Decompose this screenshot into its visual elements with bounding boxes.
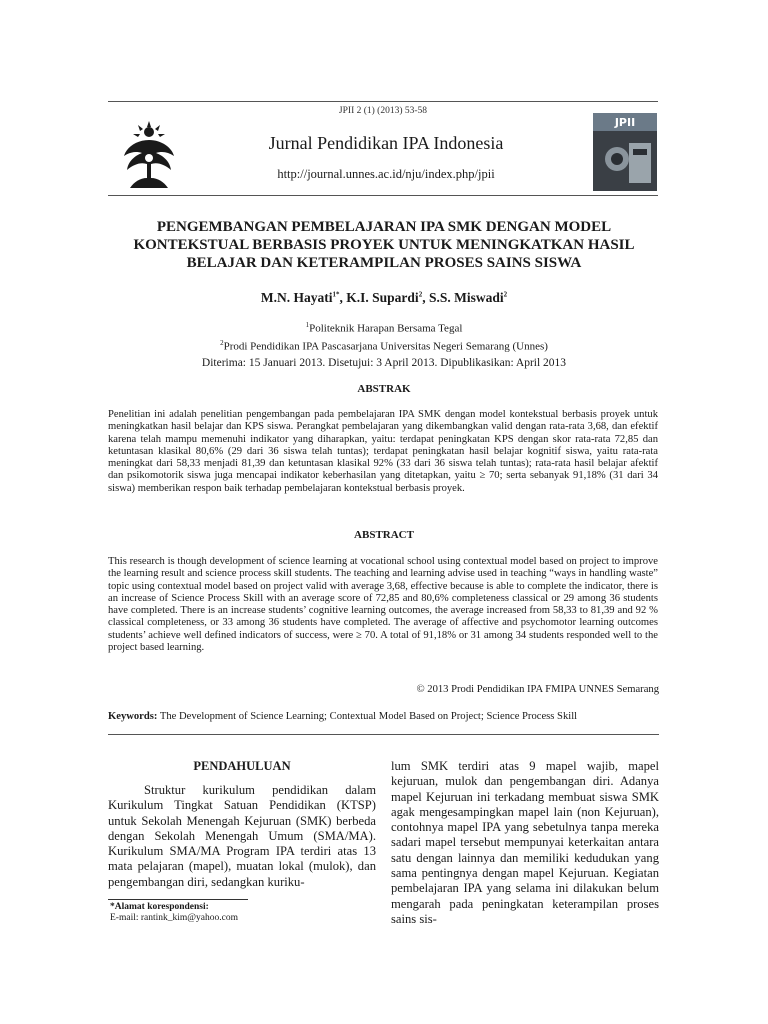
journal-reference: JPII 2 (1) (2013) 53-58 [338, 106, 428, 116]
publication-dates: Diterima: 15 Januari 2013. Disetujui: 3 April 2013. Dipublikasikan: April 2013 [201, 357, 567, 369]
footnote-email[interactable]: E-mail: rantink_kim@yahoo.com [110, 913, 238, 923]
body-column-right [391, 759, 659, 927]
abstrak-text: Penelitian ini adalah penelitian pengembangan pada pembelajaran IPA SMK dengan model kontekstual berbasis proyek untuk meningkatkan hasil belajar dan KPS siswa. Perangkat pembelajaran yang dikembangkan valid dengan rata-rata 3,68, dan efektif karena telah mampu memenuhi indikator yang diharapkan, yaitu: terdapat peningkatan KPS dengan skor rata-rata 72,85 dan ketuntasan klasikal 80,6% (29 dari 36 siswa telah tuntas); terdapat peningkatan hasil belajar kognitif siswa, yaitu rata-rata meningkat dari 58,33 menjadi 81,39 dan ketuntasan klasikal 92% (33 dari 36 siswa telah tuntas); rata-rata hasil belajar afektif dan psikomotorik siswa juga mencapai indikator keberhasilan yang ditetapkan, yaitu ≥ 70; serta sebanyak 91,18% (31 dari 34 siswa) memberikan respon baik terhadap pembelajaran kontekstual berbasis proyek. [108, 409, 658, 494]
journal-cover-thumbnail [593, 113, 657, 191]
copyright-notice: © 2013 Prodi Pendidikan IPA FMIPA UNNES Semarang [416, 684, 659, 695]
author: M.N. Hayati$^{1*}$, [260, 290, 347, 305]
keywords-text: The Development of Science Learning; Contextual Model Based on Project; Science Process Skill [159, 711, 578, 722]
author-list [108, 290, 660, 306]
keywords-label: Keywords: [108, 711, 158, 722]
body-column-left [108, 783, 376, 890]
unnes-logo-icon [116, 118, 182, 190]
abstrak-heading: ABSTRAK [357, 383, 411, 395]
keywords-rule [108, 734, 659, 735]
keywords [108, 711, 659, 722]
paragraph: Struktur kurikulum pendidikan dalam Kurikulum Tingkat Satuan Pendidikan (KTSP) untuk Sekolah Menengah Kejuruan (SMK) berbeda dengan Sekolah Menengah Umum (SMA/MA). Kurikulum SMA/MA Program IPA terdiri atas 13 mata pelajaran (mapel), muatan lokal (mulok), dan pengembangan diri, sedangkan kuriku- [108, 783, 376, 889]
author: S.S. Miswadi$^2$ [428, 290, 508, 305]
paragraph: lum SMK terdiri atas 9 mapel wajib, mapel kejuruan, mulok dan pengembangan diri. Adanya mapel Kejuruan ini terkadang membuat siswa SMK agak mengesampingkan mapel lain (non Kejuruan), contohnya mapel IPA yang sebetulnya tanpa mereka sadari mapel tersebut mempunyai keterkaitan antara satu dengan lainnya dan memiliki kedudukan yang sama pentingnya dengan mapel Kejuruan. Kegiatan pembelajaran IPA yang selama ini dilakukan belum mengarah pada peningkatan keterampilan proses sains sis- [391, 759, 659, 926]
abstract-text: This research is though development of science learning at vocational school using contextual model based on project to improve the learning result and science process skill students. The teaching and learning advise used in teaching “ways in handling waste” topic using contextual model based on project valid with average 3,68, effective because is able to complete the indicator, there is an increase of Science Process Skill with an average score of 72,85 and 80,6% completeness classical or 29 among 36 students have completed. There is an increase students’ cognitive learning outcomes, the average increased from 58,33 to 81,39 and 92 % classical completeness, or 33 among 36 students have completed. The average of affective and psychomotor learning outcomes students’ achieve well defined indicators of success, were ≥ 70. A total of 91,18% or 31 among 34 students responded well to the project based learning. [108, 556, 658, 654]
footnote-rule [108, 899, 248, 900]
abstract-heading: ABSTRACT [354, 529, 414, 541]
section-heading: PENDAHULUAN [193, 759, 291, 773]
article-title: PENGEMBANGAN PEMBELAJARAN IPA SMK DENGAN MODEL KONTEKSTUAL BERBASIS PROYEK UNTUK MENINGKATKAN HASIL BELAJAR DAN KETERAMPILAN PROSES SAINS SISWA [133, 219, 635, 271]
affiliations [108, 318, 660, 353]
cover-title: JPII [614, 116, 636, 129]
footnote-label: *Alamat korespondensi: [110, 902, 209, 912]
affiliation: $^2$Prodi Pendidikan IPA Pascasarjana Universitas Negeri Semarang (Unnes) [220, 338, 548, 353]
header-bottom-rule [108, 195, 658, 196]
header-top-rule [108, 101, 658, 102]
journal-name: Jurnal Pendidikan IPA Indonesia [268, 133, 504, 153]
author: K.I. Supardi$^2$, [346, 290, 429, 305]
journal-url[interactable]: http://journal.unnes.ac.id/nju/index.php/jpii [277, 167, 495, 181]
affiliation: $^1$Politeknik Harapan Bersama Tegal [305, 321, 463, 335]
